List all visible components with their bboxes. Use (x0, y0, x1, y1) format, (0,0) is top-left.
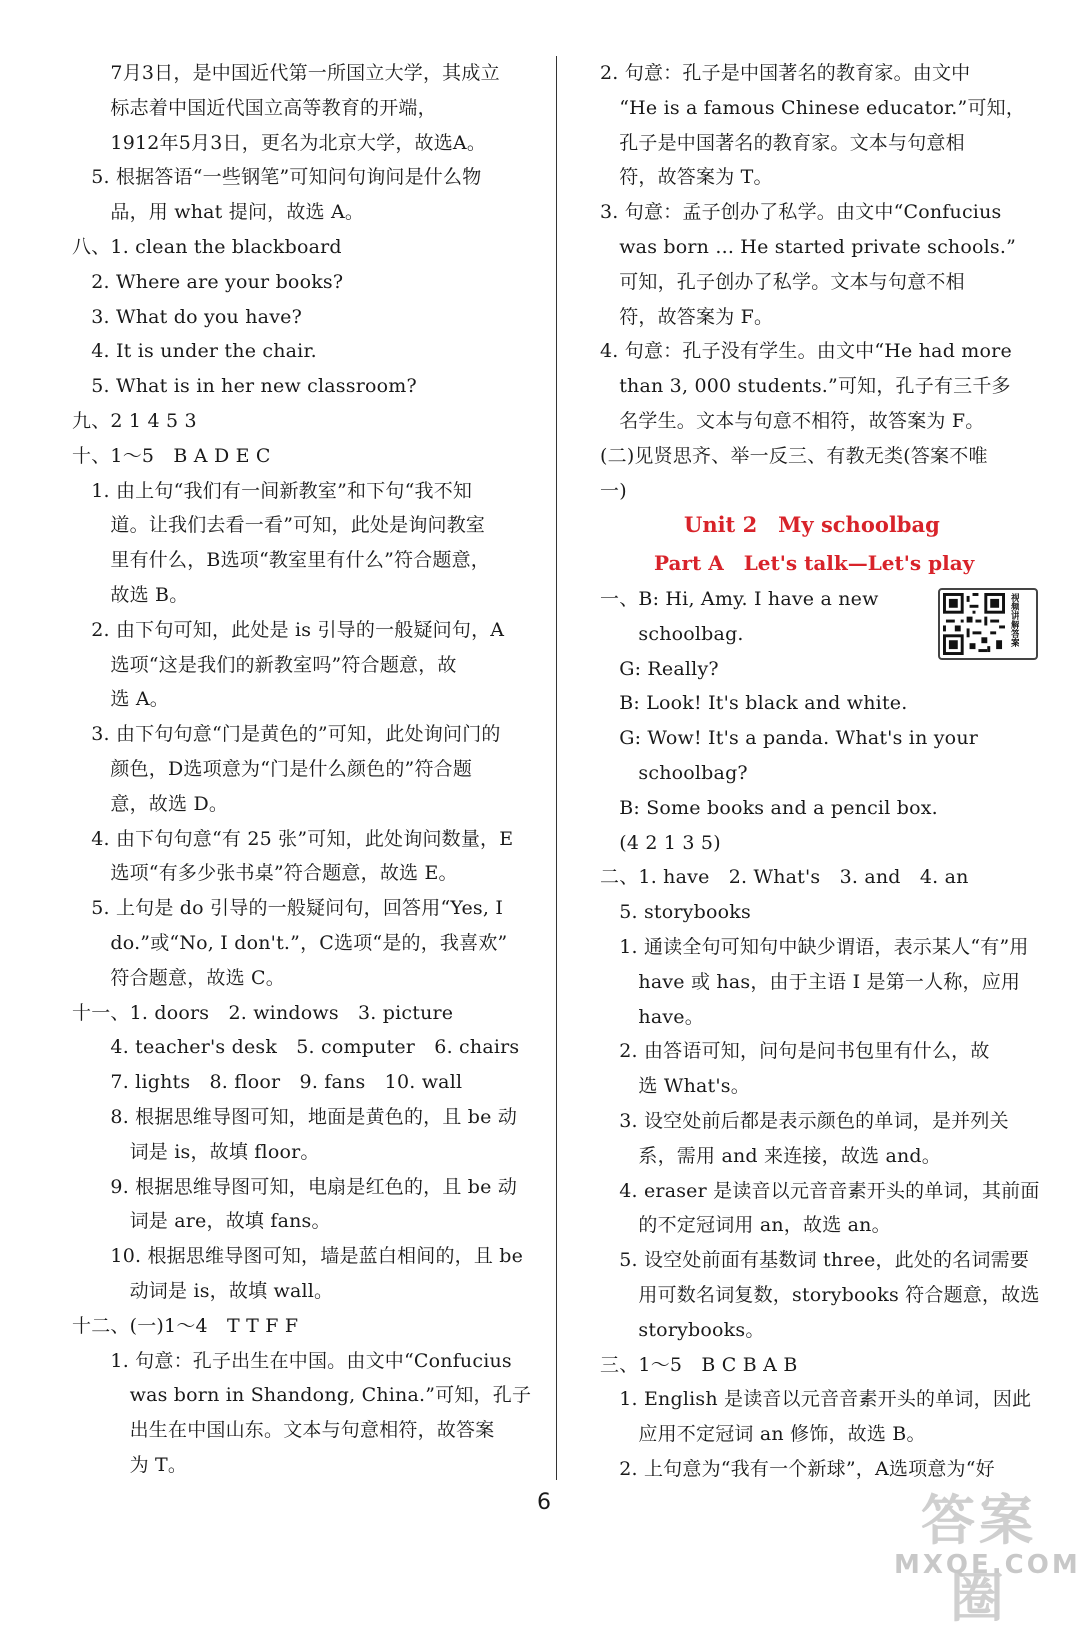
answer-line: 标志着中国近代国立高等教育的开端， (72, 96, 437, 119)
answer-line: was born in Shandong, China.”可知，孔子 (72, 1384, 532, 1407)
answer-line: 一) (600, 479, 627, 502)
answer-line: 道。让我们去看一看”可知，此处是询问教室 (72, 514, 486, 537)
answer-line: than 3, 000 students.”可知，孔子有三千多 (600, 375, 1011, 398)
answer-line: 二、1. have 2. What's 3. and 4. an (600, 866, 969, 889)
answer-line: (4 2 1 3 5) (600, 831, 721, 854)
answer-line: 7. lights 8. floor 9. fans 10. wall (72, 1071, 463, 1094)
answer-line: 故选 B。 (72, 584, 189, 606)
answer-line: do.”或“No, I don't.”，C选项“是的，我喜欢” (72, 932, 508, 954)
answer-line: 4. It is under the chair. (72, 340, 317, 363)
answer-line: 三、1～5 B C B A B (600, 1353, 798, 1376)
answer-line: 7月3日，是中国近代第一所国立大学，其成立 (72, 62, 500, 84)
answer-line: have。 (600, 1005, 704, 1028)
answer-line: 1912年5月3日，更名为北京大学，故选A。 (72, 131, 487, 154)
answer-line: 品，用 what 提问，故选 A。 (72, 201, 365, 224)
answer-line: 4. 由下句句意“有 25 张”可知，此处询问数量，E (72, 827, 514, 850)
answer-line: (二)见贤思齐、举一反三、有教无类(答案不唯 (600, 444, 988, 467)
answer-line: 动词是 is，故填 wall。 (72, 1280, 334, 1302)
answer-line: 2. 句意：孔子是中国著名的教育家。由文中 (600, 62, 971, 84)
answer-line: 3. What do you have? (72, 305, 302, 328)
answer-line: 符合题意，故选 C。 (72, 966, 285, 989)
answer-line: 词是 is，故填 floor。 (72, 1140, 320, 1163)
answer-line: have 或 has，由于主语 I 是第一人称，应用 (600, 970, 1021, 993)
answer-line: 3. 句意：孟子创办了私学。由文中“Confucius (600, 201, 1002, 224)
answer-line: B: Look! It's black and white. (600, 692, 908, 715)
answer-line: 选项“这是我们的新教室吗”符合题意，故 (72, 653, 457, 676)
page-number: 6 (537, 1490, 551, 1515)
answer-line: 5. 根据答语“一些钢笔”可知问句询问是什么物 (72, 166, 482, 189)
answer-line: 3. 由下句句意“门是黄色的”可知，此处询问门的 (72, 723, 501, 746)
qr-caption: 视频讲解答案 (1009, 593, 1019, 647)
answer-line: 3. 设空处前后都是表示颜色的单词，是并列关 (600, 1110, 1009, 1132)
answer-line: schoolbag. (600, 622, 744, 645)
answer-line: “He is a famous Chinese educator.”可知， (600, 96, 1026, 119)
answer-line: 意，故选 D。 (72, 792, 229, 815)
answer-line: 里有什么，B选项“教室里有什么”符合题意， (72, 549, 490, 572)
answer-line: 1. English 是读音以元音音素开头的单词，因此 (600, 1388, 1032, 1411)
answer-line: 为 T。 (72, 1454, 188, 1476)
answer-line: 一、B: Hi, Amy. I have a new (600, 588, 879, 610)
answer-line: 符，故答案为 F。 (600, 305, 774, 328)
answer-line: 孔子是中国著名的教育家。文本与句意相 (600, 131, 965, 154)
answer-line: 4. eraser 是读音以元音音素开头的单词，其前面 (600, 1179, 1040, 1202)
answer-line: 9. 根据思维导图可知，电扇是红色的，且 be 动 (72, 1175, 518, 1198)
answer-line: 5. 上句是 do 引导的一般疑问句，回答用“Yes, I (72, 897, 504, 920)
answer-line: was born ... He started private schools.” (600, 236, 1017, 258)
answer-line: 选 A。 (72, 688, 169, 711)
answer-line: 选项“有多少张书桌”符合题意，故选 E。 (72, 862, 458, 885)
answer-line: 词是 are，故填 fans。 (72, 1210, 331, 1233)
answer-line: 十二、(一)1～4 T T F F (72, 1314, 299, 1337)
answer-line: B: Some books and a pencil box. (600, 796, 938, 819)
answer-line: 十一、1. doors 2. windows 3. picture (72, 1001, 454, 1024)
answer-line: 2. 由下句可知，此处是 is 引导的一般疑问句，A (72, 618, 505, 641)
unit-title: Unit 2 My schoolbag (684, 512, 940, 537)
answer-line: 符，故答案为 T。 (600, 166, 773, 189)
answer-line: 九、2 1 4 5 3 (72, 410, 197, 432)
answer-line: 可知，孔子创办了私学。文本与句意不相 (600, 270, 965, 293)
answer-line: 5. storybooks (600, 901, 751, 924)
answer-line: G: Really? (600, 657, 719, 680)
answer-line: 4. 句意：孔子没有学生。由文中“He had more (600, 340, 1012, 363)
answer-line: 1. 通读全句可知句中缺少谓语，表示某人“有”用 (600, 936, 1029, 958)
column-divider (556, 56, 557, 1480)
answer-line: 4. teacher's desk 5. computer 6. chairs (72, 1036, 520, 1059)
answer-line: 2. 上句意为“我有一个新球”，A选项意为“好 (600, 1458, 995, 1480)
answer-line: 八、1. clean the blackboard (72, 236, 342, 258)
answer-line: 名学生。文本与句意不相符，故答案为 F。 (600, 410, 985, 432)
answer-line: 10. 根据思维导图可知，墙是蓝白相间的，且 be (72, 1245, 524, 1268)
answer-line: 5. What is in her new classroom? (72, 375, 417, 398)
qr-code-icon (943, 593, 1005, 655)
answer-line: 2. 由答语可知，问句是问书包里有什么，故 (600, 1040, 990, 1063)
answer-line: 1. 由上句“我们有一间新教室”和下句“我不知 (72, 479, 473, 502)
part-title: Part A Let's talk—Let's play (654, 551, 975, 575)
answer-line: 应用不定冠词 an 修饰，故选 B。 (600, 1423, 926, 1446)
answer-line: schoolbag? (600, 762, 748, 784)
watermark-main: 答案圈 (921, 1489, 1037, 1629)
watermark-url: MXQE.COM (894, 1550, 1081, 1580)
answer-line: 十、1～5 B A D E C (72, 444, 271, 467)
answer-line: 的不定冠词用 an，故选 an。 (600, 1214, 891, 1237)
answer-line: G: Wow! It's a panda. What's in your (600, 727, 979, 750)
answer-line: 8. 根据思维导图可知，地面是黄色的，且 be 动 (72, 1106, 518, 1128)
answer-line: 颜色，D选项意为“门是什么颜色的”符合题 (72, 758, 473, 780)
answer-line: 系，需用 and 来连接，故选 and。 (600, 1144, 941, 1167)
qr-code[interactable] (938, 588, 1038, 660)
answer-line: 用可数名词复数，storybooks 符合题意，故选 (600, 1284, 1040, 1306)
answer-line: 1. 句意：孔子出生在中国。由文中“Confucius (72, 1349, 512, 1372)
answer-line: 2. Where are your books? (72, 270, 344, 293)
answer-line: 5. 设空处前面有基数词 three，此处的名词需要 (600, 1249, 1030, 1272)
answer-line: 选 What's。 (600, 1075, 750, 1098)
watermark-logo (894, 1478, 1081, 1629)
answer-line: storybooks。 (600, 1318, 765, 1341)
answer-line: 出生在中国山东。文本与句意相符，故答案 (72, 1419, 495, 1442)
